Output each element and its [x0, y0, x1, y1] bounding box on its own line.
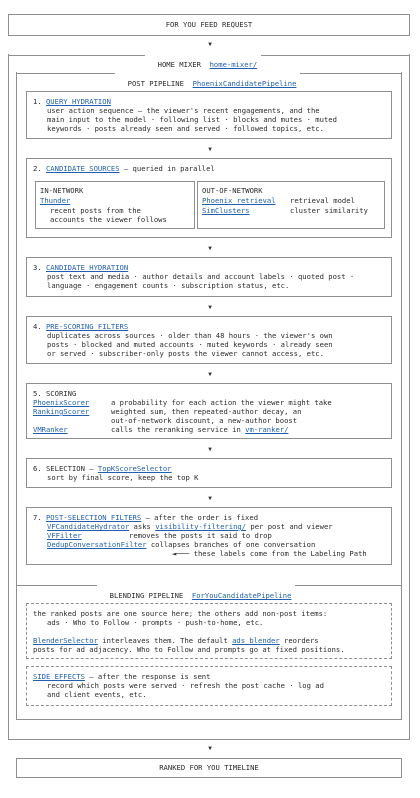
ranking-scorer-desc: weighted sum, then repeated-author decay, an	[111, 407, 302, 416]
vf-candidate-hydrator-link[interactable]: VFCandidateHydrator	[47, 522, 130, 531]
pre-scoring-filters-link[interactable]: PRE-SCORING FILTERS	[45, 322, 129, 331]
step-number: 7.	[33, 513, 42, 522]
post-pipeline-title	[115, 69, 300, 89]
in-network-label: IN-NETWORK	[40, 186, 84, 195]
step-desc-line: keywords · posts already seen and served · followed topics, etc.	[47, 124, 324, 133]
side-effects-line: and client events, etc.	[47, 690, 147, 699]
vm-ranker-link[interactable]: VMRanker	[33, 425, 68, 434]
arrow-down-icon: ▼	[208, 304, 212, 311]
blend-end: reorders	[279, 636, 319, 645]
ranked-timeline-label: RANKED FOR YOU TIMELINE	[159, 763, 259, 772]
step-scoring	[26, 383, 392, 439]
arrow-down-icon: ▼	[208, 146, 212, 153]
out-network-box	[197, 181, 385, 229]
step-candidate-sources	[26, 158, 392, 238]
step-candidate-hydration	[26, 257, 392, 297]
arrow-down-icon: ▼	[208, 745, 212, 752]
step-desc-line: post text and media · author details and account labels · quoted post ·	[47, 272, 355, 281]
in-network-box	[35, 181, 195, 229]
step-desc-line: posts · blocked and muted accounts · muted keywords · already seen	[47, 340, 333, 349]
home-mixer-title	[145, 50, 261, 70]
simclusters-link[interactable]: SimClusters	[202, 206, 250, 215]
blend-line: posts for ad adjacency. Who to Follow and prompts go at fixed positions.	[33, 645, 345, 654]
step-desc-line: or served · subscriber-only posts the viewer cannot access, etc.	[47, 349, 324, 358]
vm-ranker-service-link[interactable]: vm-ranker/	[245, 425, 289, 434]
thunder-link[interactable]: Thunder	[40, 196, 71, 205]
vf-filter-link[interactable]: VFFilter	[47, 531, 82, 540]
simclusters-desc: cluster similarity	[290, 206, 368, 215]
home-mixer-label: HOME MIXER	[157, 60, 201, 69]
arrow-down-icon: ▼	[208, 371, 212, 378]
arrow-down-icon: ▼	[208, 495, 212, 502]
blending-pipeline-title	[97, 581, 295, 601]
arrow-down-icon: ▼	[208, 41, 212, 48]
step-desc-line: user action sequence — the viewer's recent engagements, and the	[47, 106, 320, 115]
candidate-hydration-link[interactable]: CANDIDATE HYDRATION	[45, 263, 129, 272]
candidate-sources-link[interactable]: CANDIDATE SOURCES	[45, 164, 120, 173]
arrow-down-icon: ▼	[208, 446, 212, 453]
r1-pre: asks	[129, 522, 156, 531]
thunder-desc: accounts the viewer follows	[50, 215, 167, 224]
step-desc-line: language · engagement counts · subscription status, etc.	[47, 281, 290, 290]
vm-ranker-desc: calls the reranking service in	[111, 425, 246, 434]
arrow-down-icon: ▼	[208, 245, 212, 252]
step-desc-line: main input to the model · following list · blocks and mutes · muted	[47, 115, 337, 124]
step-suffix: — queried in parallel	[119, 164, 215, 173]
step-post-selection-filters	[26, 507, 392, 565]
blend-line: ads · Who to Follow · prompts · push-to-home, etc.	[47, 618, 264, 627]
step-suffix: — after the order is fixed	[141, 513, 259, 522]
labeling-path-note: ◄─── these labels come from the Labeling Path	[172, 549, 367, 558]
step-selection	[26, 458, 392, 488]
side-effects-suffix: — after the response is sent	[84, 672, 211, 681]
step-desc-line: duplicates across sources · older than 48 hours · the viewer's own	[47, 331, 333, 340]
blend-line: the ranked posts are one source here; the others add non-post items:	[33, 609, 328, 618]
step-number: 3.	[33, 263, 42, 272]
post-pipeline-label: POST PIPELINE	[127, 79, 184, 88]
blending-description-box	[26, 603, 392, 659]
r1-post: per post and viewer	[246, 522, 333, 531]
step-number: 1.	[33, 97, 42, 106]
visibility-filtering-link[interactable]: visibility-filtering/	[155, 522, 247, 531]
phoenix-scorer-desc: a probability for each action the viewer might take	[111, 398, 332, 407]
step-query-hydration	[26, 91, 392, 139]
side-effects-box	[26, 666, 392, 706]
topk-selector-link[interactable]: TopKScoreSelector	[97, 464, 172, 473]
step-desc-line: sort by final score, keep the top K	[47, 473, 199, 482]
blend-mid: interleaves them. The default	[97, 636, 233, 645]
phoenix-retrieval-link[interactable]: Phoenix retrieval	[202, 196, 276, 205]
dedup-desc: collapses branches of one conversation	[146, 540, 316, 549]
selection-prefix: 6. SELECTION —	[33, 464, 98, 473]
step-number: 4.	[33, 322, 42, 331]
ranking-scorer-desc: out-of-network discount, a new-author boost	[111, 416, 298, 425]
side-effects-line: record which posts were served · refresh the post cache · log ad	[47, 681, 324, 690]
query-hydration-link[interactable]: QUERY HYDRATION	[45, 97, 111, 106]
scoring-title: 5. SCORING	[33, 389, 77, 398]
step-number: 2.	[33, 164, 42, 173]
vf-filter-desc: removes the posts it said to drop	[129, 531, 272, 540]
thunder-desc: recent posts from the	[50, 206, 141, 215]
post-selection-filters-link[interactable]: POST-SELECTION FILTERS	[45, 513, 142, 522]
ads-blender-link[interactable]: ads blender	[232, 636, 280, 645]
step-pre-scoring-filters	[26, 316, 392, 364]
blender-selector-link[interactable]: BlenderSelector	[33, 636, 98, 645]
feed-request-box	[8, 14, 410, 36]
phoenix-retrieval-desc: retrieval model	[290, 196, 355, 205]
phoenix-scorer-link[interactable]: PhoenixScorer	[33, 398, 90, 407]
blending-pipeline-label: BLENDING PIPELINE	[109, 591, 184, 600]
home-mixer-link[interactable]: home-mixer/	[209, 60, 258, 69]
ranking-scorer-link[interactable]: RankingScorer	[33, 407, 90, 416]
dedup-conversation-filter-link[interactable]: DedupConversationFilter	[47, 540, 147, 549]
ranked-timeline-box	[16, 758, 402, 778]
side-effects-link[interactable]: SIDE EFFECTS	[33, 672, 85, 681]
out-network-label: OUT-OF-NETWORK	[202, 186, 263, 195]
feed-request-label: FOR YOU FEED REQUEST	[165, 20, 253, 29]
post-pipeline-link[interactable]: PhoenixCandidatePipeline	[192, 79, 297, 88]
blending-pipeline-link[interactable]: ForYouCandidatePipeline	[191, 591, 292, 600]
